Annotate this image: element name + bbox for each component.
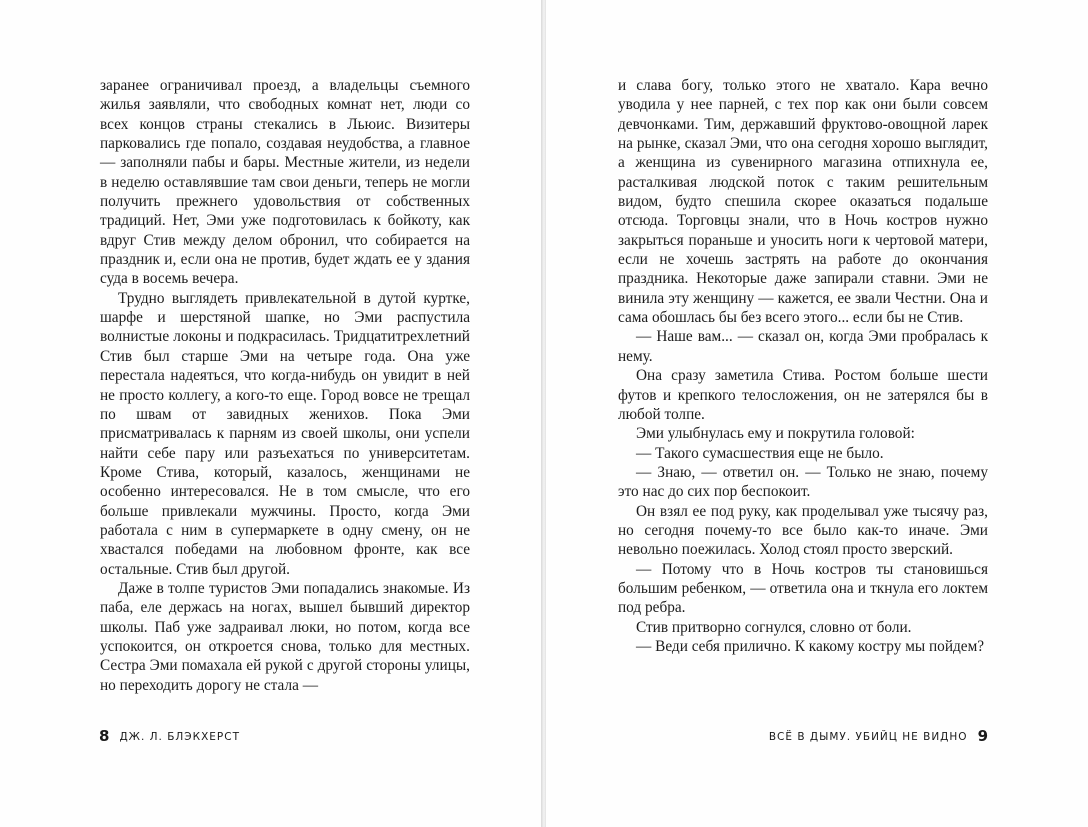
paragraph: заранее ограничивал проезд, а владельцы съемного жилья заявляли, что свободных комнат нет, люди со всех концов страны стекались в Льюис. Визитеры парковались где попало, создавая неудобства, а главное — заполняли пабы и бары. Местные жители, из недели в неделю оставлявшие там свои деньги, теперь не могли получить прежнего удовольствия от собственных традиций. Нет, Эми уже подготовилась к бойкоту, как вдруг Стив между делом обронил, что собирается на праздник и, если она не против, будет ждать ее у здания суда в восемь вечера. xyxy=(100,77,470,288)
right-page-text xyxy=(618,76,988,656)
paragraph: — Веди себя прилично. К какому костру мы пойдем? xyxy=(636,637,985,655)
right-page xyxy=(546,0,1088,827)
left-page xyxy=(0,0,541,827)
left-page-footer xyxy=(99,727,240,745)
paragraph: — Знаю, — ответил он. — Только не знаю, почему это нас до сих пор беспокоит. xyxy=(618,463,988,501)
left-page-text xyxy=(100,76,470,695)
paragraph: Стив притворно согнулся, словно от боли. xyxy=(636,618,912,636)
paragraph: Даже в толпе туристов Эми попадались знакомые. Из паба, еле держась на ногах, вышел бывший директор школы. Паб уже задраивал люки, но потом, когда все успокоится, он откроется снова, только для местных. Сестра Эми помахала ей рукой с другой стороны улицы, но переходить дорогу не стала — xyxy=(100,579,470,694)
paragraph: — Потому что в Ночь костров ты становишься большим ребенком, — ответила она и ткнула его локтем под ребра. xyxy=(618,560,988,617)
page-number: 8 xyxy=(99,727,110,745)
page-number: 9 xyxy=(977,727,988,745)
running-head-title: ВСЁ В ДЫМУ. УБИЙЦ НЕ ВИДНО xyxy=(768,731,968,743)
paragraph: и слава богу, только этого не хватало. Кара вечно уводила у нее парней, с тех пор как они были совсем девчонками. Тим, державший фруктово-овощной ларек на рынке, сказал Эми, что она сегодня хорошо выглядит, а женщина из сувенирного магазина отпихнула ее, расталкивая людской поток с таким решительным видом, будто спешила скорее оказаться подальше отсюда. Торговцы знали, что в Ночь костров нужно закрыться пораньше и уносить ноги к чертовой матери, если не хочешь застрять на работе до окончания праздника. Некоторые даже запирали ставни. Эми не винила эту женщину — кажется, ее звали Честни. Она и сама обошлась бы без всего этого... если бы не Стив. xyxy=(618,77,988,327)
running-head-author: ДЖ. Л. БЛЭКХЕРСТ xyxy=(119,731,240,743)
paragraph: Трудно выглядеть привлекательной в дутой куртке, шарфе и шерстяной шапке, но Эми распустила волнистые локоны и подкрасилась. Тридцатитрехлетний Стив был старше Эми на четыре года. Она уже перестала надеяться, что когда-нибудь он увидит в ней не просто коллегу, а кого-то еще. Город вовсе не трещал по швам от завидных женихов. Пока Эми присматривалась к парням из своей школы, они успели найти себе пару или разъехаться по университетам. Кроме Стива, который, казалось, женщинами не особенно интересовался. Не в том смысле, что его больше привлекали мужчины. Просто, когда Эми работала с ним в супермаркете в одну смену, он не хвастался победами на любовном фронте, как все остальные. Стив был другой. xyxy=(100,289,470,578)
paragraph: Она сразу заметила Стива. Ростом больше шести футов и крепкого телосложения, он не затерялся бы в любой толпе. xyxy=(618,367,988,423)
paragraph: — Такого сумасшествия еще не было. xyxy=(636,444,884,462)
right-page-footer xyxy=(769,727,988,745)
paragraph: — Наше вам... — сказал он, когда Эми пробралась к нему. xyxy=(618,328,988,365)
paragraph: Эми улыбнулась ему и покрутила головой: xyxy=(636,425,915,443)
paragraph: Он взял ее под руку, как проделывал уже тысячу раз, но сегодня почему-то все было как-то иначе. Эми невольно поежилась. Холод стоял просто зверский. xyxy=(618,502,988,559)
